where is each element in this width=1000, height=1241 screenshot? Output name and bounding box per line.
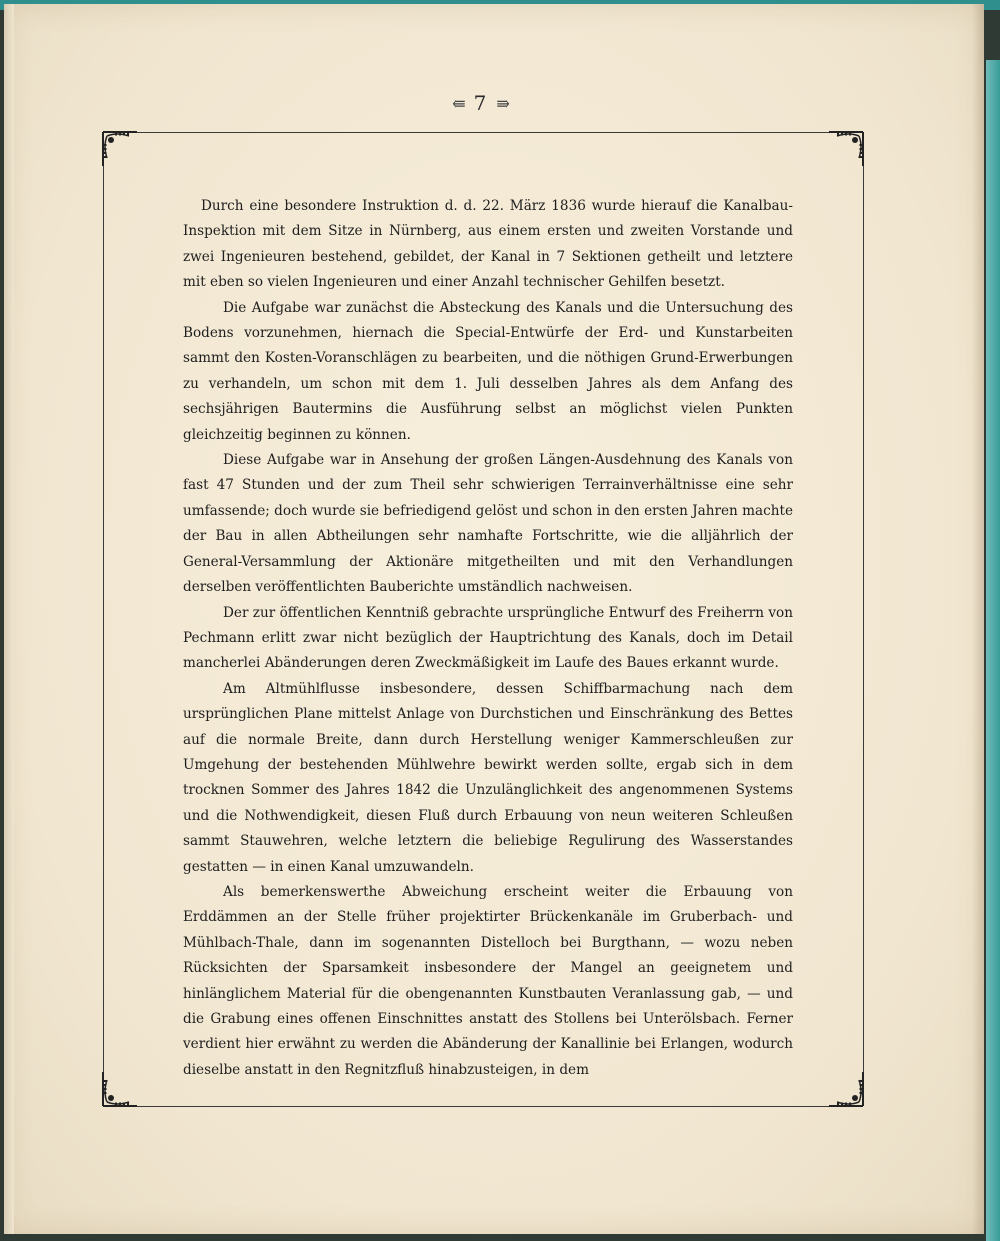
frame-line-bottom <box>121 1106 845 1107</box>
book-cover-edge <box>986 60 1000 1241</box>
paragraph: Als bemerkenswerthe Abweichung erscheint weiter die Erbauung von Erddämmen an der Stelle früher projektirter Brückenkanäle im Gruberbach- und Mühlbach-Thale, dann im sogenannten Distelloch bei Burgthann, — wozu neben Rücksichten der Sparsamkeit insbesondere der Mangel an geeignetem und hinlänglichem Material für die obengenannten Kunstbauten Veranlassung gab, — und die Grabung eines offenen Einschnittes anstatt des Stollens bei Unterölsbach. Ferner verdient hier erwähnt zu werden die Abänderung der Kanallinie bei Erlangen, wodurch dieselbe anstatt in den Regnitzfluß hinabzusteigen, in dem <box>183 883 793 1078</box>
frame-line-left <box>103 150 104 1088</box>
frame-line-right <box>863 150 864 1088</box>
corner-ornament-bottom-left-icon <box>97 1068 141 1112</box>
ornament-right-icon: ⇛ <box>496 93 508 113</box>
corner-ornament-top-left-icon <box>97 126 141 170</box>
paragraph: Am Altmühlflusse insbesondere, dessen Schiffbarmachung nach dem ursprünglichen Plane mittelst Anlage von Durchstichen und Einschränkung des Bettes auf die normale Breite, dann durch Herstellung weniger Kammerschleußen zur Umgehung der bestehenden Mühlwehre bewirkt werden sollte, ergab sich in dem trocknen Sommer des Jahres 1842 die Unzulänglichkeit des angenommenen Systems und die Nothwendigkeit, diesen Fluß durch Erbauung von neun weiteren Schleußen sammt Stauwehren, welche letztern die beliebige Regulirung des Wasserstandes gestatten — in einen Kanal umzuwandeln. <box>183 680 793 875</box>
body-text <box>183 194 793 1083</box>
frame-line-top <box>121 132 845 133</box>
corner-ornament-top-right-icon <box>825 126 869 170</box>
paragraph: Durch eine besondere Instruktion d. d. 22. März 1836 wurde hierauf die Kanalbau-Inspektion mit dem Sitze in Nürnberg, aus einem ersten und zweiten Vorstande und zwei Ingenieuren bestehend, gebildet, der Kanal in 7 Sektionen getheilt und letztere mit eben so vielen Ingenieuren und einer Anzahl technischer Gehilfen besetzt. <box>183 198 793 291</box>
page-number: 7 <box>473 91 487 115</box>
corner-ornament-bottom-right-icon <box>825 1068 869 1112</box>
paragraph: Die Aufgabe war zunächst die Absteckung des Kanals und die Untersuchung des Bodens vorzunehmen, hiernach die Special-Entwürfe der Erd- und Kunstarbeiten sammt den Kosten-Voranschlägen zu bearbeiten, und die nöthigen Grund-Erwerbungen zu verhandeln, um schon mit dem 1. Juli desselben Jahres als dem Anfang des sechsjährigen Bautermins die Ausführung selbst an möglichst vielen Punkten gleichzeitig beginnen zu können. <box>183 299 793 443</box>
ornament-left-icon: ⇚ <box>452 93 464 113</box>
page-gutter <box>4 4 14 1234</box>
page-number-header <box>425 88 535 118</box>
page-edge-shadow <box>972 4 984 1234</box>
paragraph: Der zur öffentlichen Kenntniß gebrachte ursprüngliche Entwurf des Freiherrn von Pechmann erlitt zwar nicht bezüglich der Hauptrichtung des Kanals, doch im Detail mancherlei Abänderungen deren Zweckmäßigkeit im Laufe des Baues erkannt wurde. <box>183 604 793 672</box>
paragraph: Diese Aufgabe war in Ansehung der großen Längen-Ausdehnung des Kanals von fast 47 Stunden und der zum Theil sehr schwierigen Terrainverhältnisse eine sehr umfassende; doch wurde sie befriedigend gelöst und schon in den ersten Jahren machte der Bau in allen Abtheilungen sehr namhafte Fortschritte, wie die alljährlich der General-Versammlung der Aktionäre mitgetheilten und mit den Verhandlungen derselben veröffentlichten Bauberichte umständlich nachweisen. <box>183 452 793 596</box>
